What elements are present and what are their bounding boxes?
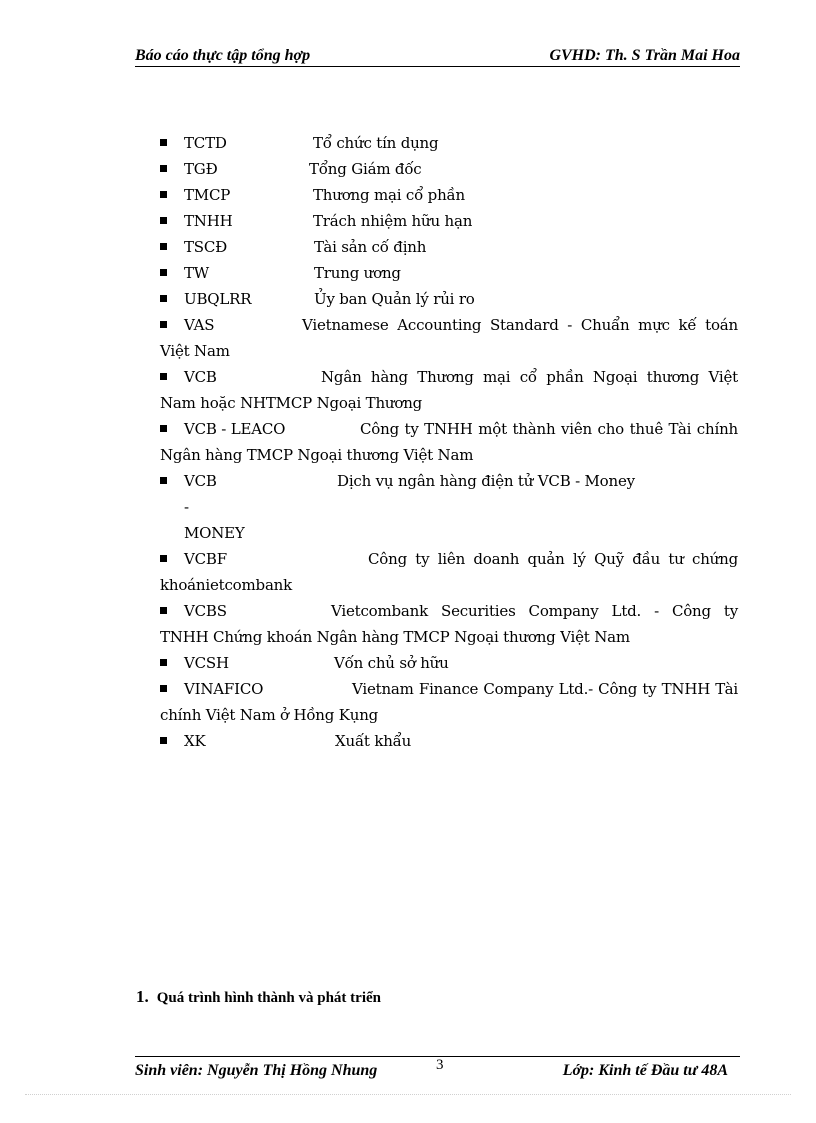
abbreviation-term: VAS: [184, 316, 215, 334]
list-item: TSCĐ Tài sản cố định: [160, 234, 738, 260]
bullet-icon: [160, 191, 167, 198]
bullet-icon: [160, 373, 167, 380]
abbreviation-meaning: Trung ương: [314, 264, 401, 282]
bullet-icon: [160, 217, 167, 224]
header-supervisor: GVHD: Th. S Trần Mai Hoa: [549, 47, 740, 64]
page-footer: [135, 1056, 740, 1079]
abbreviation-meaning: Xuất khẩu: [335, 732, 412, 750]
section-heading: [136, 987, 381, 1007]
list-item: VCSH Vốn chủ sở hữu: [160, 650, 738, 676]
abbreviation-meaning: Tổ chức tín dụng: [313, 134, 439, 152]
abbreviation-list: [160, 130, 738, 754]
list-item: TNHH Trách nhiệm hữu hạn: [160, 208, 738, 234]
bullet-icon: [160, 607, 167, 614]
page-number: 3: [436, 1057, 444, 1073]
bullet-icon: [160, 321, 167, 328]
list-item: XK Xuất khẩu: [160, 728, 738, 754]
abbreviation-meaning: Dịch vụ ngân hàng điện tử VCB - Money: [337, 472, 635, 490]
abbreviation-meaning: Thương mại cổ phần: [313, 186, 465, 204]
abbreviation-meaning: Ủy ban Quản lý rủi ro: [314, 290, 475, 308]
abbreviation-meaning: Ngân hàng Thương mại cổ phần Ngoại thương Việt Nam hoặc NHTMCP Ngoại Thương: [160, 368, 738, 412]
list-item: VCB - MONEY Dịch vụ ngân hàng điện tử VCB - Money: [160, 468, 738, 546]
section-number: 1.: [136, 987, 149, 1006]
abbreviation-meaning: Công ty TNHH một thành viên cho thuê Tài chính Ngân hàng TMCP Ngoại thương Việt Nam: [160, 420, 738, 464]
list-item: [160, 546, 738, 598]
abbreviation-meaning: Trách nhiệm hữu hạn: [313, 212, 473, 230]
list-item: [160, 676, 738, 728]
list-item: TMCP Thương mại cổ phần: [160, 182, 738, 208]
list-item: [160, 364, 738, 416]
abbreviation-meaning: Tổng Giám đốc: [309, 160, 422, 178]
abbreviation-meaning: Vietnamese Accounting Standard - Chuẩn mực kế toán Việt Nam: [160, 316, 738, 360]
bullet-icon: [160, 165, 167, 172]
list-item: [160, 416, 738, 468]
bullet-icon: [160, 269, 167, 276]
abbreviation-term: VINAFICO: [184, 680, 264, 698]
bullet-icon: [160, 737, 167, 744]
bullet-icon: [160, 295, 167, 302]
list-item: [160, 312, 738, 364]
abbreviation-term: VCB: [184, 368, 217, 386]
abbreviation-meaning: Vietnam Finance Company Ltd.- Công ty TNHH Tài chính Việt Nam ở Hồng Kụng: [160, 680, 738, 724]
page-header: [135, 44, 740, 67]
list-item: UBQLRR Ủy ban Quản lý rủi ro: [160, 286, 738, 312]
bullet-icon: [160, 139, 167, 146]
bullet-icon: [160, 243, 167, 250]
list-item: TCTD Tổ chức tín dụng: [160, 130, 738, 156]
bullet-icon: [160, 555, 167, 562]
list-item: [160, 598, 738, 650]
bullet-icon: [160, 477, 167, 484]
footer-student: Sinh viên: Nguyễn Thị Hồng Nhung: [135, 1062, 378, 1079]
abbreviation-meaning: Tài sản cố định: [314, 238, 427, 256]
header-report-title: Báo cáo thực tập tổng hợp: [135, 47, 311, 64]
abbreviation-term: VCB - LEACO: [184, 420, 286, 438]
abbreviation-term: VCBF: [184, 550, 227, 568]
bullet-icon: [160, 425, 167, 432]
abbreviation-term: VCBS: [184, 602, 227, 620]
bullet-icon: [160, 659, 167, 666]
bullet-icon: [160, 685, 167, 692]
list-item: TW Trung ương: [160, 260, 738, 286]
footer-class: Lớp: Kinh tế Đầu tư 48A: [562, 1062, 728, 1079]
abbreviation-meaning: Công ty liên doanh quản lý Quỹ đầu tư chứng khoánietcombank: [160, 550, 738, 594]
list-item: TGĐ Tổng Giám đốc: [160, 156, 738, 182]
abbreviation-meaning: Vietcombank Securities Company Ltd. - Công ty TNHH Chứng khoán Ngân hàng TMCP Ngoại thương Việt Nam: [160, 602, 738, 646]
page-edge-divider: [25, 1094, 791, 1095]
section-title: Quá trình hình thành và phát triển: [156, 990, 381, 1006]
abbreviation-meaning: Vốn chủ sở hữu: [334, 654, 449, 672]
